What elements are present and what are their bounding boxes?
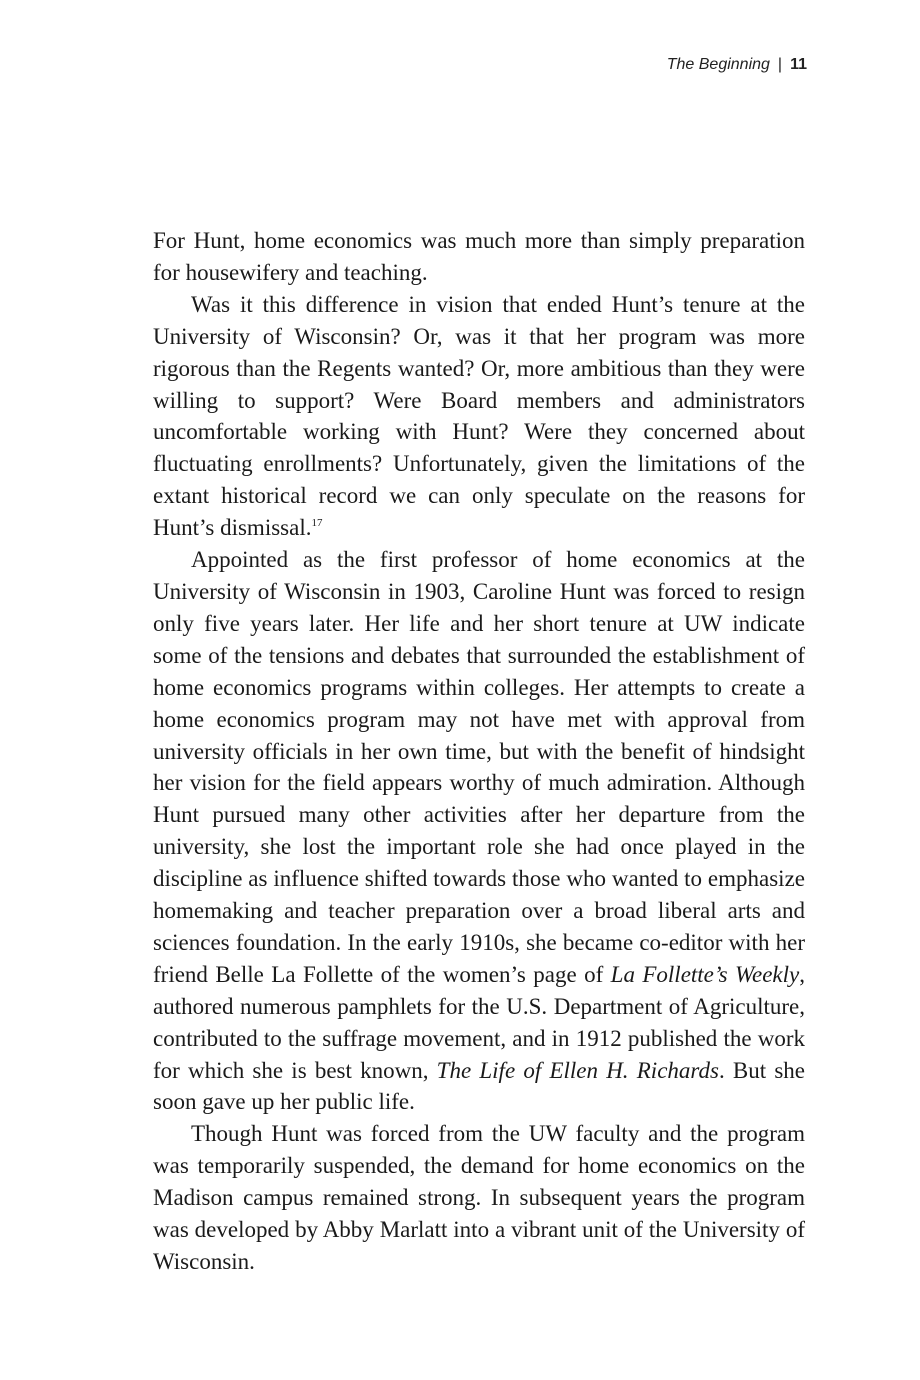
paragraph-4 (153, 1118, 805, 1278)
paragraph-1 (153, 225, 805, 289)
paragraph-3-text-c: . But she soon gave up her public life. (153, 1057, 806, 1115)
book-title: The Life of Ellen H. Richards (436, 1057, 719, 1083)
running-head-separator: | (777, 56, 783, 73)
paragraph-4-text: Though Hunt was forced from the UW faculty and the program was temporarily suspended, the demand for home economics on the Madison campus remained strong. In subsequent years the program was developed by Abby Marlatt into a vibrant unit of the University of Wisconsin. (153, 1121, 805, 1274)
paragraph-3-text-b: , authored numerous pamphlets for the U.S. Department of Agriculture, contributed to the suffrage movement, and in 1912 published the work for which she is best known, (153, 961, 805, 1083)
body-text (153, 225, 805, 1278)
paragraph-2 (153, 289, 805, 544)
paragraph-3 (153, 544, 805, 1118)
paragraph-2-text: Was it this difference in vision that ended Hunt’s tenure at the University of Wisconsin? Or, was it that her program was more rigorous than the Regents wanted? Or, more ambitious than they were willing to support? Were Board members and administrators uncomfortable working with Hunt? Were they concerned about fluctuating enrollments? Unfortunately, given the limitations of the extant historical record we can only speculate on the reasons for Hunt’s dismissal. (153, 291, 805, 541)
footnote-marker: 17 (311, 517, 323, 530)
running-head (667, 54, 807, 76)
paragraph-1-text: For Hunt, home economics was much more than simply preparation for housewifery and teaching. (153, 228, 805, 285)
periodical-title: La Follette’s Weekly (610, 961, 800, 987)
running-head-title: The Beginning (666, 56, 770, 73)
page-number: 11 (790, 56, 807, 73)
paragraph-3-text-a: Appointed as the first professor of home economics at the University of Wisconsin in 1903, Caroline Hunt was forced to resign only five years later. Her life and her short tenure at UW indicate some of the tensions and debates that surrounded the establishment of home economics programs within colleges. Her attempts to create a home economics program may not have met with approval from university officials in her own time, but with the benefit of hindsight her vision for the field appears worthy of much admiration. Although Hunt pursued many other activities after her departure from the university, she lost the important role she had once played in the discipline as influence shifted towards those who wanted to emphasize homemaking and teacher preparation over a broad liberal arts and sciences foundation. In the early 1910s, she became co-editor with her friend Belle La Follette of the women’s page of (153, 547, 805, 987)
